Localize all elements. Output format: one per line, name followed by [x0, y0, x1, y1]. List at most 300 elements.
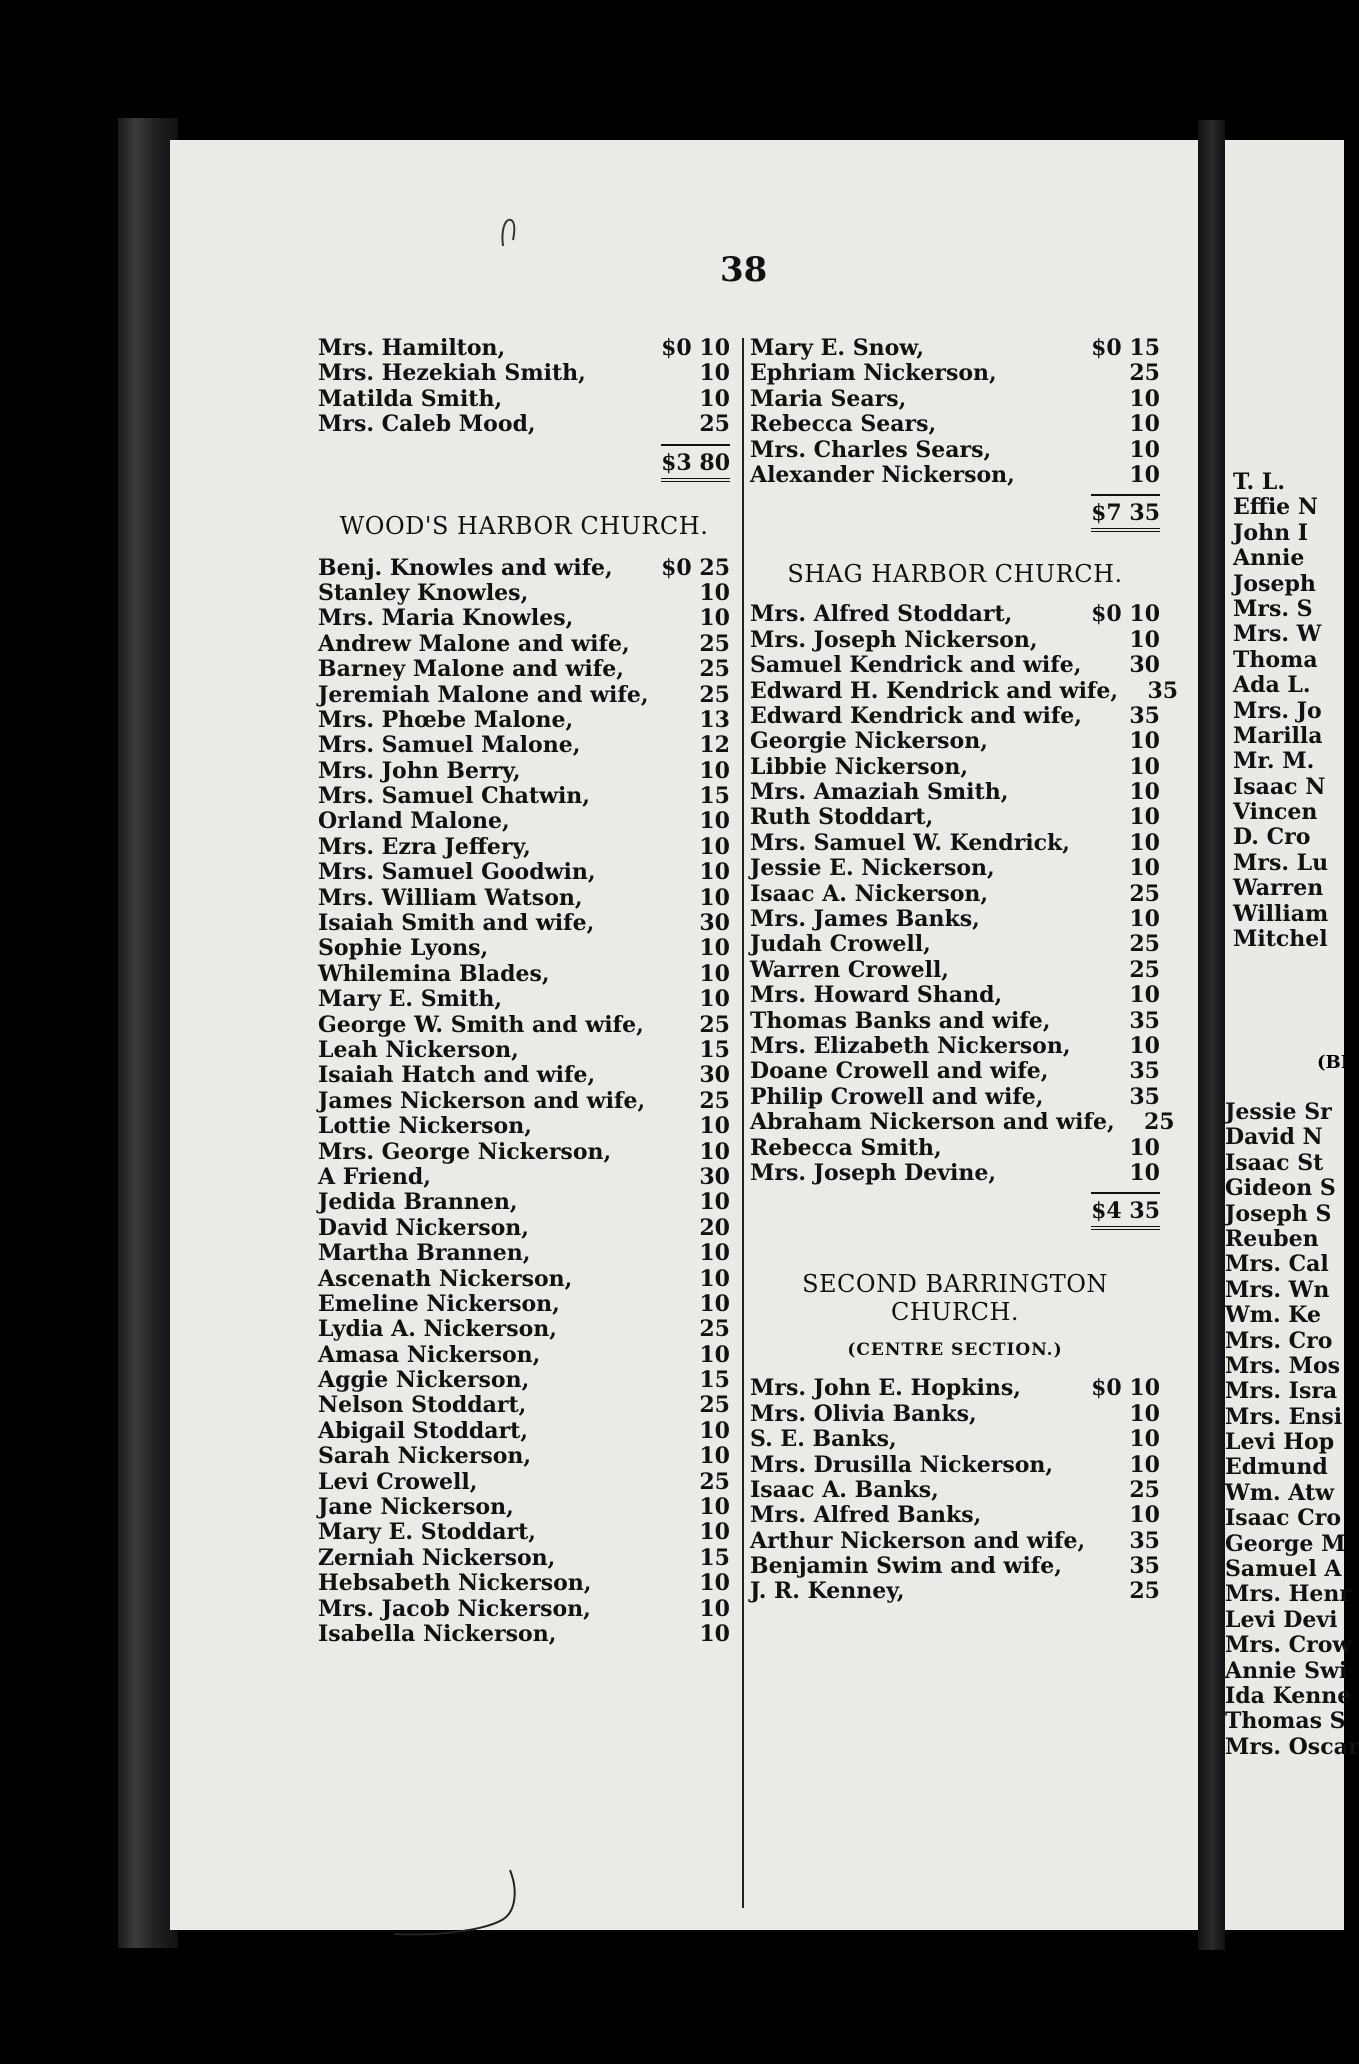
- list-item: [750, 704, 1160, 729]
- donor-name: Warren Crowell,: [750, 956, 949, 983]
- list-item: Ida Kenne: [1225, 1682, 1352, 1709]
- donation-amount: 25: [1129, 880, 1160, 907]
- donation-amount: 10: [699, 360, 730, 387]
- donor-name: Mrs. Ezra Jeffery,: [318, 833, 531, 860]
- donor-name: Philip Crowell and wife,: [750, 1083, 1044, 1110]
- donor-name: Emeline Nickerson,: [318, 1290, 560, 1317]
- donor-name: Jedida Brannen,: [318, 1189, 518, 1216]
- donor-name: Mrs. James Banks,: [750, 906, 980, 933]
- shag-harbor-total: $4 35: [1091, 1192, 1160, 1230]
- donation-amount: 10: [1129, 829, 1160, 856]
- list-item: Joseph S: [1225, 1200, 1332, 1227]
- donation-amount: 10: [699, 1620, 730, 1647]
- left-top-total: $3 80: [661, 444, 730, 482]
- donor-name: Samuel Kendrick and wife,: [750, 652, 1082, 679]
- list-item: [750, 932, 1160, 957]
- woods-harbor-heading: WOOD'S HARBOR CHURCH.: [339, 511, 709, 540]
- donation-amount: 10: [699, 1519, 730, 1546]
- page-edge-stack: [118, 118, 178, 1948]
- list-item: [750, 412, 1160, 437]
- donor-name: Mrs. Hezekiah Smith,: [318, 360, 586, 387]
- list-item: [750, 463, 1160, 488]
- list-item: D. Cro: [1233, 824, 1311, 851]
- donor-name: Orland Malone,: [318, 808, 510, 835]
- donor-name: Lottie Nickerson,: [318, 1113, 532, 1140]
- donor-name: Mrs. Elizabeth Nickerson,: [750, 1032, 1071, 1059]
- donor-name: Edward H. Kendrick and wife,: [750, 677, 1119, 704]
- list-item: [318, 1216, 730, 1241]
- list-item: [318, 556, 730, 581]
- list-item: [750, 336, 1160, 361]
- list-item: [318, 1241, 730, 1266]
- donation-amount: $0 10: [1091, 1375, 1160, 1402]
- page-right-fragment: [1225, 140, 1359, 1930]
- donor-name: Sophie Lyons,: [318, 935, 489, 962]
- donation-amount: 20: [699, 1214, 730, 1241]
- list-item: Thoma: [1233, 646, 1318, 673]
- list-item: [318, 1470, 730, 1495]
- list-item: Annie Swi: [1225, 1657, 1348, 1684]
- donor-name: Isaac A. Banks,: [750, 1476, 939, 1503]
- donation-amount: 10: [699, 833, 730, 860]
- donation-amount: 10: [699, 884, 730, 911]
- list-item: Mitchel: [1233, 926, 1328, 953]
- donation-amount: 10: [1129, 1502, 1160, 1529]
- donor-name: S. E. Banks,: [750, 1426, 897, 1453]
- list-item: Annie: [1233, 545, 1305, 572]
- donation-amount: 10: [699, 1189, 730, 1216]
- donation-amount: 25: [1129, 360, 1160, 387]
- list-item: [750, 856, 1160, 881]
- donor-name: Aggie Nickerson,: [318, 1367, 530, 1394]
- list-item: [318, 1520, 730, 1545]
- list-item: [318, 1546, 730, 1571]
- donor-name: Martha Brannen,: [318, 1240, 531, 1267]
- list-item: [318, 1165, 730, 1190]
- list-item: [318, 1063, 730, 1088]
- donor-name: Nelson Stoddart,: [318, 1392, 527, 1419]
- donor-name: Matilda Smith,: [318, 385, 503, 412]
- list-item: Mrs. Crow: [1225, 1632, 1352, 1659]
- donation-amount: 25: [699, 1468, 730, 1495]
- centre-section-subheading: (CENTRE SECTION.): [847, 1340, 1063, 1361]
- list-item: [318, 657, 730, 682]
- list-item: [318, 1622, 730, 1647]
- list-item: Vincen: [1233, 799, 1318, 826]
- list-item: [750, 1554, 1160, 1579]
- list-item: Wm. Ke: [1225, 1302, 1321, 1329]
- list-item: [318, 1190, 730, 1215]
- list-item: [750, 1579, 1160, 1604]
- list-item: Mrs. Wn: [1225, 1276, 1330, 1303]
- donation-amount: 10: [699, 960, 730, 987]
- donor-name: Stanley Knowles,: [318, 579, 529, 606]
- donor-name: Amasa Nickerson,: [318, 1341, 541, 1368]
- list-item: [318, 683, 730, 708]
- list-item: Mrs. Lu: [1233, 849, 1329, 876]
- list-item: Levi Hop: [1225, 1429, 1335, 1456]
- donor-name: Jessie E. Nickerson,: [750, 855, 995, 882]
- donor-name: Abigail Stoddart,: [318, 1417, 528, 1444]
- donor-name: Ascenath Nickerson,: [318, 1265, 573, 1292]
- donation-amount: 15: [699, 783, 730, 810]
- donation-amount: 10: [699, 385, 730, 412]
- list-item: [318, 987, 730, 1012]
- donor-name: Mrs. Jacob Nickerson,: [318, 1595, 591, 1622]
- list-item: [318, 936, 730, 961]
- donation-amount: 10: [1129, 906, 1160, 933]
- donation-amount: 30: [699, 1062, 730, 1089]
- donation-amount: 10: [1129, 411, 1160, 438]
- donor-name: Leah Nickerson,: [318, 1036, 519, 1063]
- list-item: [318, 1444, 730, 1469]
- donation-amount: 35: [1129, 1058, 1160, 1085]
- list-item: Isaac St: [1225, 1149, 1324, 1176]
- list-item: [750, 438, 1160, 463]
- list-item: [318, 1495, 730, 1520]
- list-item: [318, 962, 730, 987]
- donor-name: Mrs. Joseph Nickerson,: [750, 626, 1038, 653]
- list-item: [750, 1034, 1160, 1059]
- list-item: [318, 632, 730, 657]
- donation-amount: 15: [699, 1367, 730, 1394]
- list-item: Mrs. Henr: [1225, 1581, 1352, 1608]
- middle-top-total-row: [750, 494, 1160, 532]
- donor-name: Mrs. Amaziah Smith,: [750, 779, 1009, 806]
- donor-name: Mrs. Hamilton,: [318, 335, 506, 361]
- list-item: Effie N: [1233, 494, 1318, 521]
- donor-name: Zerniah Nickerson,: [318, 1544, 556, 1571]
- list-item: Mrs. Oscar: [1225, 1733, 1359, 1760]
- donation-amount: 10: [1129, 982, 1160, 1009]
- donation-amount: 10: [1129, 626, 1160, 653]
- list-item: T. L.: [1233, 469, 1285, 495]
- donor-name: Mrs. John E. Hopkins,: [750, 1375, 1021, 1402]
- donor-name: Lydia A. Nickerson,: [318, 1316, 557, 1343]
- list-item: David N: [1225, 1124, 1323, 1151]
- list-item: Mrs. Cal: [1225, 1251, 1329, 1278]
- donation-amount: $0 25: [661, 554, 730, 581]
- donation-amount: 10: [699, 1113, 730, 1140]
- list-item: [318, 809, 730, 834]
- list-item: Isaac Cro: [1225, 1505, 1342, 1532]
- donor-name: Edward Kendrick and wife,: [750, 702, 1082, 729]
- list-item: [750, 755, 1160, 780]
- donor-name: Rebecca Sears,: [750, 411, 937, 438]
- list-item: [750, 602, 1160, 627]
- list-item: [750, 983, 1160, 1008]
- list-item: [318, 336, 730, 361]
- donation-amount: 10: [699, 859, 730, 886]
- donor-name: Mrs. Alfred Stoddart,: [750, 601, 1013, 628]
- donation-amount: 10: [699, 1290, 730, 1317]
- donation-amount: 10: [699, 1443, 730, 1470]
- donation-amount: 15: [699, 1544, 730, 1571]
- list-item: [750, 1059, 1160, 1084]
- woods-harbor-list: [318, 556, 730, 1648]
- donation-amount: 25: [1143, 1109, 1175, 1136]
- left-top-list: [318, 336, 730, 438]
- list-item: [318, 1597, 730, 1622]
- donation-amount: 10: [699, 757, 730, 784]
- donor-name: Mrs. George Nickerson,: [318, 1138, 612, 1165]
- list-item: [750, 387, 1160, 412]
- donor-name: Mary E. Smith,: [318, 986, 503, 1013]
- list-item: [318, 759, 730, 784]
- list-item: Reuben: [1225, 1225, 1319, 1252]
- donation-amount: $0 15: [1091, 335, 1160, 361]
- donation-amount: 10: [699, 1341, 730, 1368]
- list-item: George M: [1225, 1530, 1346, 1557]
- list-item: [750, 361, 1160, 386]
- donation-amount: 10: [699, 1265, 730, 1292]
- donor-name: Mrs. Samuel Goodwin,: [318, 859, 596, 886]
- donation-amount: $0 10: [1091, 601, 1160, 628]
- list-item: Mrs. Isra: [1225, 1378, 1338, 1405]
- donor-name: Andrew Malone and wife,: [318, 630, 630, 657]
- list-item: [318, 733, 730, 758]
- donation-amount: 25: [699, 681, 730, 708]
- list-item: Mrs. Ensi: [1225, 1403, 1343, 1430]
- donation-amount: 30: [699, 1163, 730, 1190]
- list-item: [318, 835, 730, 860]
- list-item: Edmund: [1225, 1454, 1328, 1481]
- next-page-list-bottom: [1225, 1100, 1359, 1760]
- pen-stroke-icon: [390, 1860, 530, 1940]
- list-item: Jessie Sr: [1225, 1099, 1332, 1125]
- list-item: [318, 708, 730, 733]
- donor-name: Ephriam Nickerson,: [750, 360, 997, 387]
- donor-name: Mrs. William Watson,: [318, 884, 583, 911]
- list-item: [318, 1393, 730, 1418]
- list-item: Levi Devi: [1225, 1606, 1338, 1633]
- donor-name: Judah Crowell,: [750, 931, 931, 958]
- donation-amount: 25: [1129, 1476, 1160, 1503]
- donor-name: Rebecca Smith,: [750, 1134, 942, 1161]
- list-item: [750, 805, 1160, 830]
- donor-name: Mrs. Samuel Chatwin,: [318, 783, 590, 810]
- list-item: [318, 1292, 730, 1317]
- donor-name: Mrs. Caleb Mood,: [318, 411, 536, 438]
- donor-name: Mrs. Howard Shand,: [750, 982, 1003, 1009]
- middle-top-total: $7 35: [1091, 494, 1160, 532]
- donor-name: Mrs. Joseph Devine,: [750, 1159, 997, 1186]
- donor-name: Maria Sears,: [750, 385, 907, 412]
- list-item: [318, 387, 730, 412]
- donation-amount: 10: [1129, 728, 1160, 755]
- donation-amount: 25: [1129, 956, 1160, 983]
- donation-amount: 10: [699, 808, 730, 835]
- donation-amount: 12: [699, 732, 730, 759]
- donor-name: Mary E. Snow,: [750, 335, 925, 361]
- donation-amount: 35: [1129, 1007, 1160, 1034]
- list-item: [318, 1267, 730, 1292]
- donor-name: Levi Crowell,: [318, 1468, 478, 1495]
- list-item: [318, 1140, 730, 1165]
- donation-amount: 25: [699, 1316, 730, 1343]
- list-item: [318, 1343, 730, 1368]
- donation-amount: 10: [1129, 461, 1160, 488]
- list-item: [750, 1402, 1160, 1427]
- left-column: [318, 336, 730, 1647]
- list-item: [318, 886, 730, 911]
- shag-harbor-list: [750, 601, 1179, 1186]
- list-item: [750, 1085, 1160, 1110]
- shag-harbor-total-row: [750, 1192, 1160, 1230]
- donation-amount: 10: [699, 986, 730, 1013]
- list-item: [750, 882, 1160, 907]
- donor-name: Sarah Nickerson,: [318, 1443, 532, 1470]
- column-divider: [742, 338, 744, 1908]
- donor-name: Isaac A. Nickerson,: [750, 880, 989, 907]
- list-item: [750, 1376, 1160, 1401]
- list-item: [318, 1089, 730, 1114]
- donation-amount: 10: [699, 1595, 730, 1622]
- donor-name: Mrs. Samuel W. Kendrick,: [750, 829, 1070, 856]
- list-item: [750, 1478, 1160, 1503]
- list-item: [318, 361, 730, 386]
- donation-amount: 10: [1129, 436, 1160, 463]
- donation-amount: 10: [1129, 855, 1160, 882]
- donation-amount: 10: [1129, 1400, 1160, 1427]
- list-item: Marilla: [1233, 722, 1323, 749]
- donation-amount: 10: [1129, 1451, 1160, 1478]
- list-item: [318, 412, 730, 437]
- second-barrington-heading-2: CHURCH.: [890, 1298, 1019, 1327]
- middle-column: [750, 335, 1179, 1605]
- donation-amount: 25: [699, 630, 730, 657]
- donor-name: David Nickerson,: [318, 1214, 529, 1241]
- donation-amount: 25: [1129, 931, 1160, 958]
- donor-name: J. R. Kenney,: [750, 1578, 905, 1605]
- donation-amount: 10: [1129, 779, 1160, 806]
- donation-amount: 25: [699, 656, 730, 683]
- donor-name: Benjamin Swim and wife,: [750, 1553, 1062, 1580]
- donation-amount: 25: [699, 1392, 730, 1419]
- list-item: Thomas S: [1225, 1708, 1346, 1735]
- list-item: Warren: [1233, 875, 1324, 902]
- donation-amount: 35: [1129, 1083, 1160, 1110]
- donation-amount: 13: [699, 706, 730, 733]
- list-item: [318, 1013, 730, 1038]
- donor-name: Mrs. Alfred Banks,: [750, 1502, 982, 1529]
- donation-amount: 10: [699, 579, 730, 606]
- list-item: Mrs. Cro: [1225, 1327, 1333, 1354]
- donor-name: Thomas Banks and wife,: [750, 1007, 1051, 1034]
- list-item: [318, 1114, 730, 1139]
- donor-name: Mrs. Drusilla Nickerson,: [750, 1451, 1054, 1478]
- donation-amount: 25: [699, 1011, 730, 1038]
- donor-name: Mrs. Phœbe Malone,: [318, 706, 574, 733]
- donation-amount: 25: [699, 411, 730, 438]
- donation-amount: 25: [1129, 1578, 1160, 1605]
- donation-amount: 35: [1129, 702, 1160, 729]
- list-item: [750, 1503, 1160, 1528]
- left-top-total-row: [318, 444, 730, 482]
- pencil-mark-icon: [495, 210, 535, 250]
- donation-amount: 10: [699, 1138, 730, 1165]
- donor-name: Jane Nickerson,: [318, 1494, 514, 1521]
- donor-name: Mrs. Samuel Malone,: [318, 732, 581, 759]
- donor-name: Whilemina Blades,: [318, 960, 550, 987]
- next-page-list-top: [1233, 470, 1328, 952]
- donation-amount: 10: [1129, 385, 1160, 412]
- donor-name: Mrs. John Berry,: [318, 757, 521, 784]
- middle-top-list: [750, 336, 1160, 488]
- list-item: [750, 780, 1160, 805]
- second-barrington-heading-1: SECOND BARRINGTON: [802, 1270, 1108, 1299]
- list-item: [750, 1453, 1160, 1478]
- list-item: [318, 581, 730, 606]
- list-item: [318, 1419, 730, 1444]
- list-item: Joseph: [1233, 570, 1316, 597]
- donation-amount: 10: [699, 605, 730, 632]
- donor-name: Jeremiah Malone and wife,: [318, 681, 649, 708]
- book-gutter: [1198, 120, 1225, 1950]
- donation-amount: $0 10: [661, 335, 730, 361]
- donation-amount: 25: [699, 1087, 730, 1114]
- donation-amount: 30: [699, 910, 730, 937]
- donation-amount: 10: [1129, 1134, 1160, 1161]
- donor-name: Abraham Nickerson and wife,: [750, 1109, 1115, 1136]
- list-item: [750, 628, 1160, 653]
- donation-amount: 10: [1129, 753, 1160, 780]
- list-item: [750, 831, 1160, 856]
- donor-name: Barney Malone and wife,: [318, 656, 624, 683]
- list-item: [750, 1427, 1160, 1452]
- donor-name: James Nickerson and wife,: [318, 1087, 646, 1114]
- list-item: [750, 907, 1160, 932]
- list-item: Samuel A: [1225, 1556, 1342, 1583]
- donation-amount: 10: [1129, 1426, 1160, 1453]
- list-item: [318, 606, 730, 631]
- list-item: William: [1233, 900, 1329, 927]
- donor-name: Mary E. Stoddart,: [318, 1519, 536, 1546]
- list-item: John I: [1233, 519, 1309, 546]
- list-item: Gideon S: [1225, 1175, 1336, 1202]
- list-item: [750, 1109, 1175, 1136]
- donation-amount: 35: [1129, 1527, 1160, 1554]
- list-item: [750, 653, 1160, 678]
- list-item: [318, 1368, 730, 1393]
- donation-amount: 10: [1129, 1159, 1160, 1186]
- list-item: [750, 1009, 1160, 1034]
- list-item: [750, 958, 1160, 983]
- donation-amount: 10: [1129, 1032, 1160, 1059]
- list-item: Wm. Atw: [1225, 1479, 1335, 1506]
- donor-name: Isabella Nickerson,: [318, 1620, 557, 1647]
- list-item: Mrs. W: [1233, 621, 1322, 648]
- list-item: [750, 1529, 1160, 1554]
- list-item: [318, 784, 730, 809]
- donor-name: Libbie Nickerson,: [750, 753, 969, 780]
- list-item: Ada L.: [1233, 672, 1311, 699]
- donation-amount: 10: [699, 1417, 730, 1444]
- list-item: [318, 860, 730, 885]
- donation-amount: 30: [1129, 652, 1160, 679]
- donor-name: Benj. Knowles and wife,: [318, 554, 613, 581]
- donation-amount: 10: [1129, 804, 1160, 831]
- donor-name: George W. Smith and wife,: [318, 1011, 644, 1038]
- donor-name: Ruth Stoddart,: [750, 804, 934, 831]
- donor-name: Mrs. Olivia Banks,: [750, 1400, 977, 1427]
- shag-harbor-heading: SHAG HARBOR CHURCH.: [787, 560, 1123, 589]
- donation-amount: 15: [699, 1036, 730, 1063]
- list-item: Mrs. S: [1233, 595, 1313, 622]
- donation-amount: 35: [1129, 1553, 1160, 1580]
- second-barrington-list: [750, 1376, 1160, 1605]
- donor-name: Doane Crowell and wife,: [750, 1058, 1049, 1085]
